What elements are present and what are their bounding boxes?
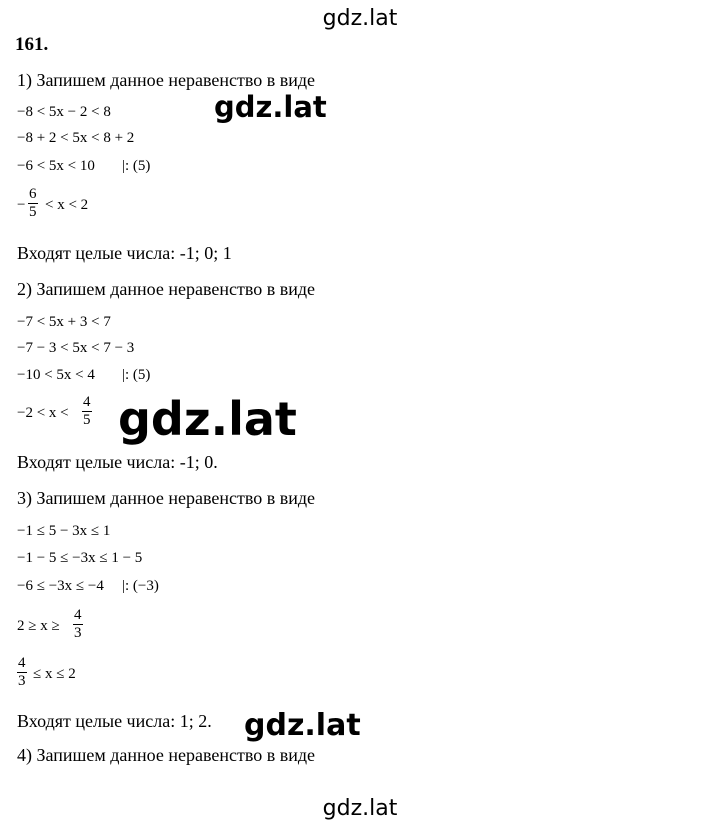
watermark-bottom: gdz.lat [322,796,398,821]
part-2-line-3: −10 < 5x < 4 [17,367,95,383]
fraction-numerator: 6 [29,186,37,202]
fraction-denominator: 3 [18,673,26,689]
part-3-line-5-suffix: ≤ x ≤ 2 [33,666,76,682]
part-2-line-1: −7 < 5x + 3 < 7 [17,314,111,330]
part-1-divide-note: |: (5) [122,158,151,174]
part-3-line-3: −6 ≤ −3x ≤ −4 [17,578,104,594]
part-2-heading: 2) Запишем данное неравенство в виде [17,279,316,299]
part-1-fraction [28,186,38,221]
part-3-line-4-prefix: 2 ≥ x ≥ [17,618,60,634]
part-1-line-3: −6 < 5x < 10 [17,158,95,174]
fraction-numerator: 4 [83,394,91,410]
part-3-line-1: −1 ≤ 5 − 3x ≤ 1 [17,523,111,539]
watermark-overlay: gdz.lat [214,90,327,124]
part-1-final-suffix: < x < 2 [45,197,89,213]
fraction-numerator: 4 [74,607,82,623]
watermark-overlay: gdz.lat [118,392,297,446]
part-1-final-prefix: − [17,197,26,213]
part-3-line-4-fraction [73,607,83,642]
fraction-numerator: 4 [18,655,26,671]
part-3-line-2: −1 − 5 ≤ −3x ≤ 1 − 5 [17,550,143,566]
part-2-answer: Входят целые числа: -1; 0. [17,452,218,472]
fraction-denominator: 5 [29,204,37,220]
part-3-heading: 3) Запишем данное неравенство в виде [17,488,316,508]
part-2-line-2: −7 − 3 < 5x < 7 − 3 [17,340,135,356]
part-2-divide-note: |: (5) [122,367,151,383]
watermark-top: gdz.lat [322,6,398,31]
part-4-heading: 4) Запишем данное неравенство в виде [17,745,316,765]
part-3-line-5-fraction [17,655,27,690]
fraction-denominator: 3 [74,625,82,641]
watermark-overlay: gdz.lat [244,708,361,743]
part-3-answer: Входят целые числа: 1; 2. [17,711,212,731]
part-1-answer: Входят целые числа: -1; 0; 1 [17,243,232,263]
fraction-denominator: 5 [83,412,91,428]
problem-number: 161. [15,34,49,55]
part-1-heading: 1) Запишем данное неравенство в виде [17,70,316,90]
part-3-divide-note: |: (−3) [122,578,159,594]
part-2-final-prefix: −2 < x < [17,405,69,421]
part-1-line-1: −8 < 5x − 2 < 8 [17,104,111,120]
part-2-fraction [82,394,92,429]
part-1-line-2: −8 + 2 < 5x < 8 + 2 [17,130,135,146]
